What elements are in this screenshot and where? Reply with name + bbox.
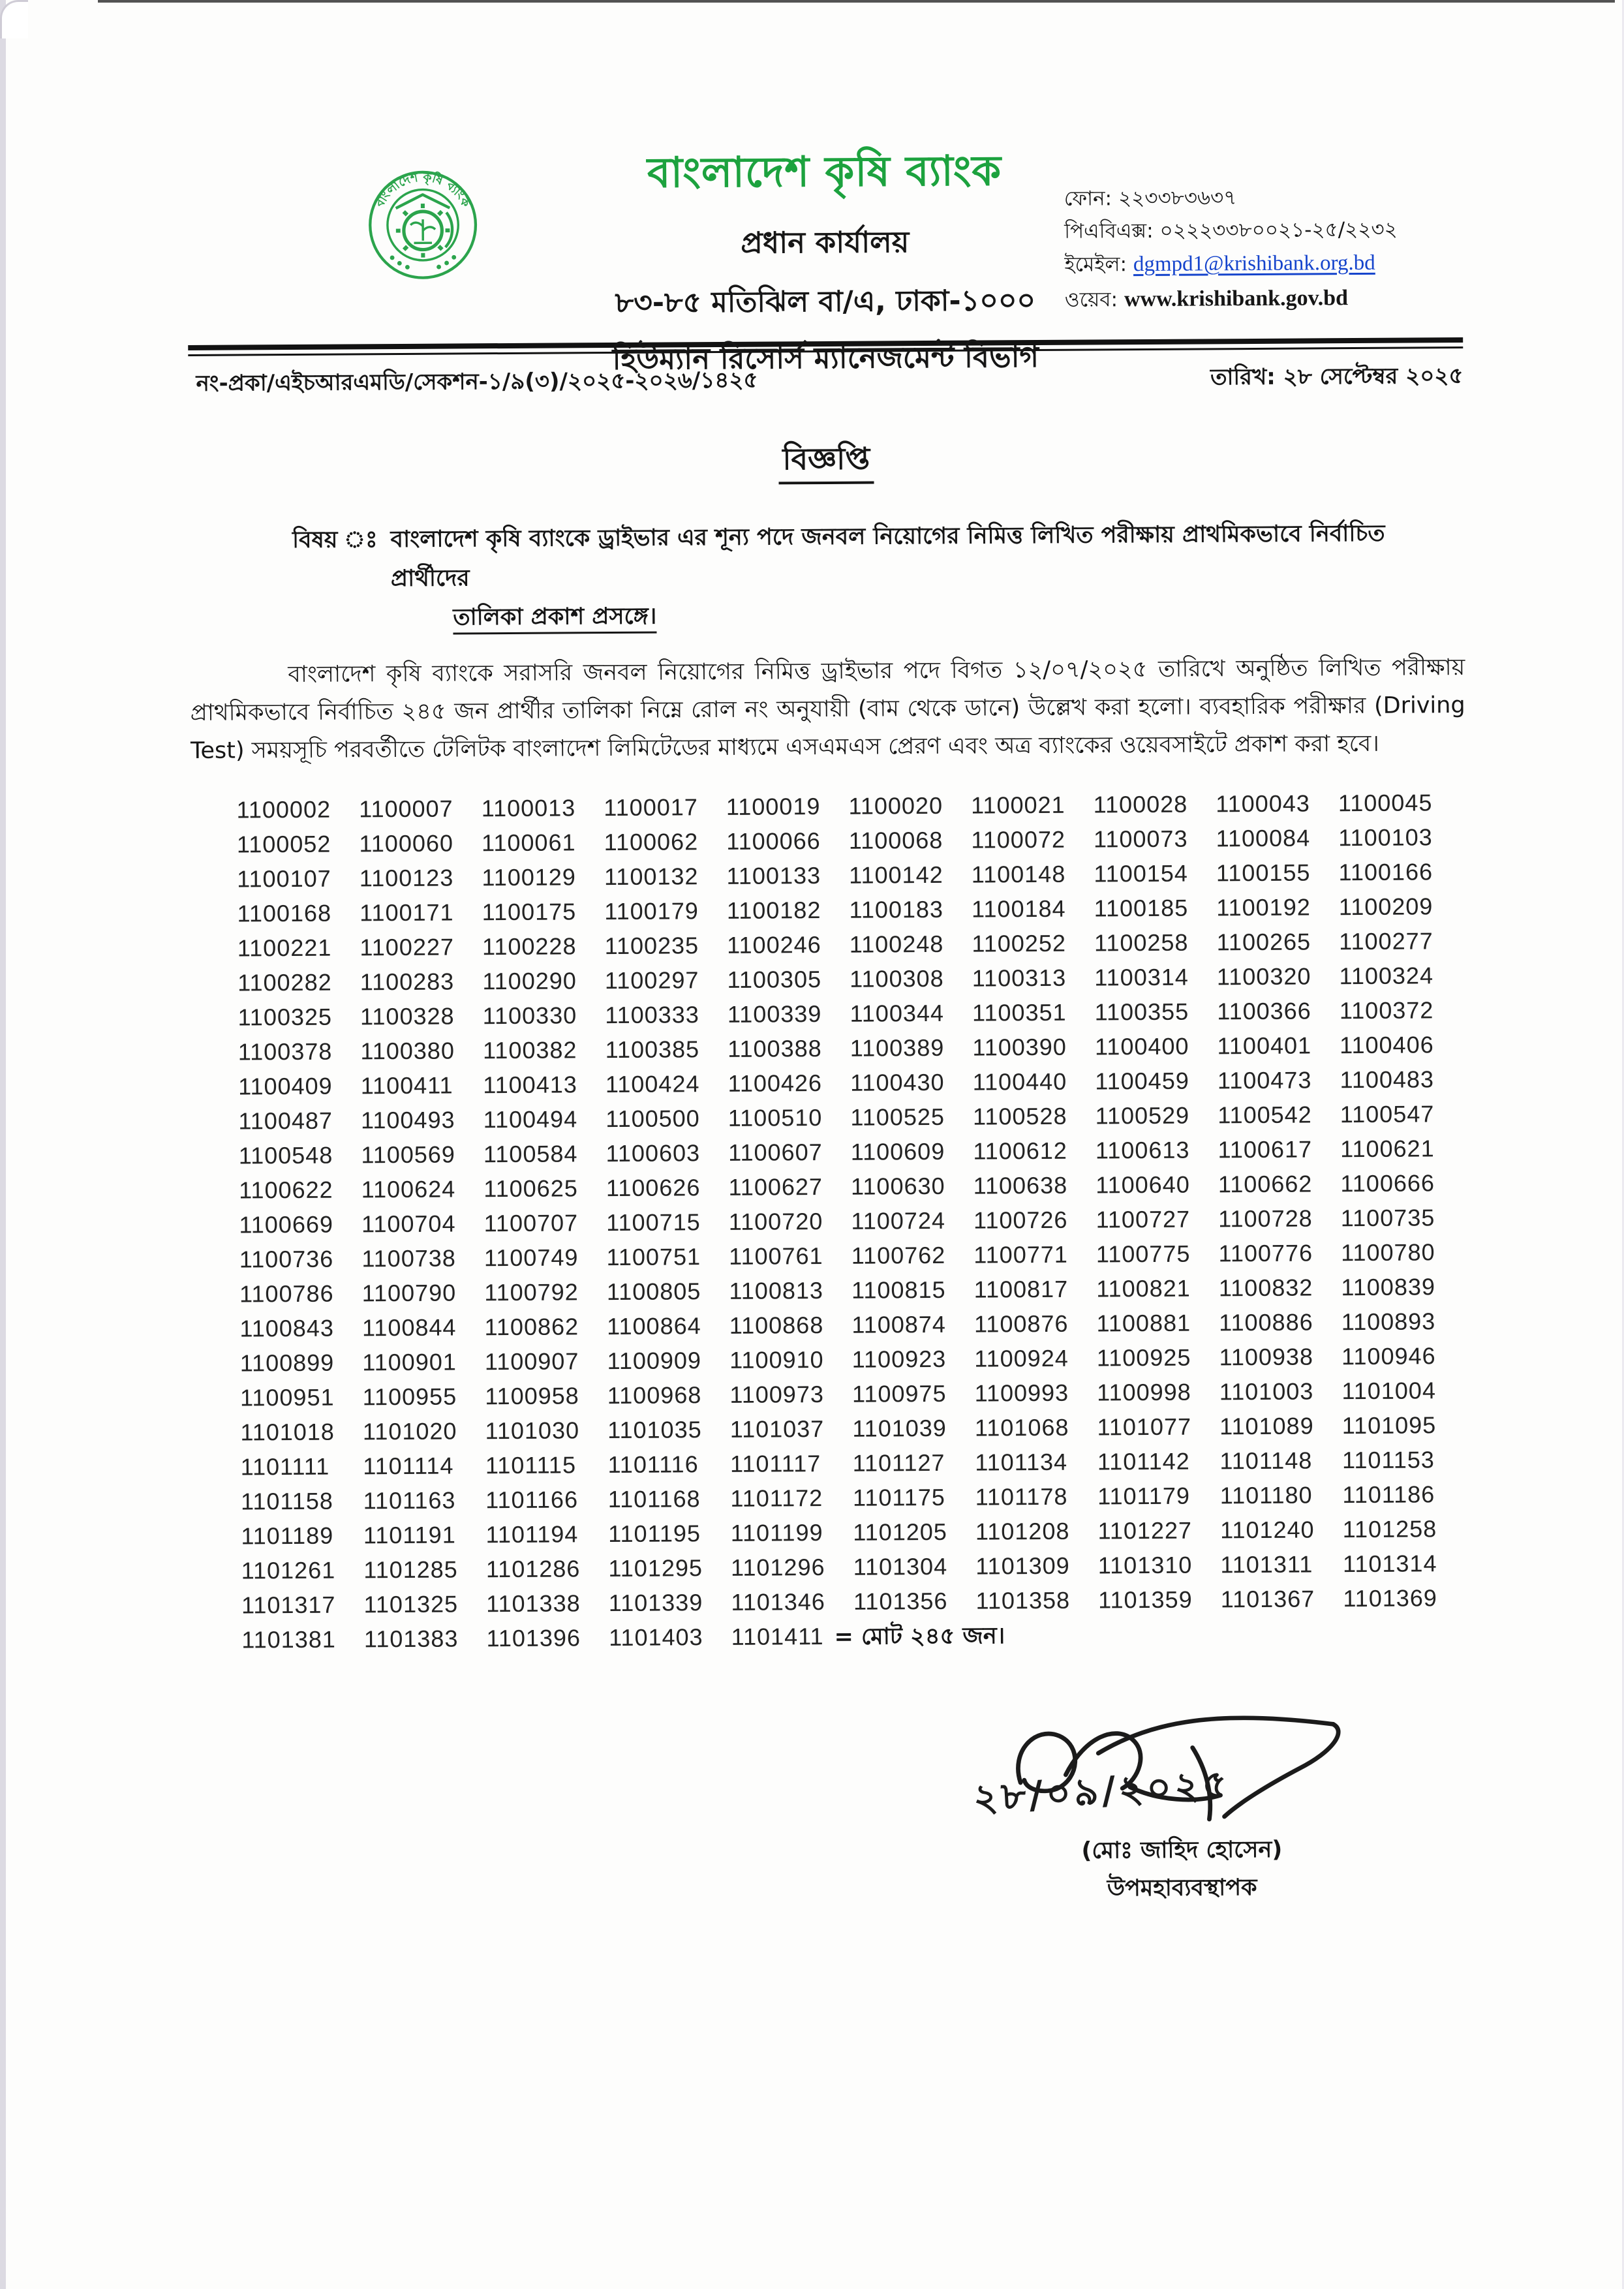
roll-number: 1100007: [359, 795, 453, 823]
roll-number: 1100282: [237, 968, 332, 996]
roll-number: 1101258: [1342, 1515, 1437, 1543]
roll-number: 1101240: [1220, 1516, 1315, 1544]
roll-number: 1100909: [607, 1347, 702, 1374]
roll-number: 1100868: [729, 1311, 824, 1339]
roll-number: 1100406: [1340, 1031, 1434, 1059]
roll-number: 1100290: [482, 967, 577, 995]
roll-number: 1100776: [1218, 1239, 1313, 1267]
roll-number: 1101199: [730, 1518, 823, 1546]
roll-number: 1100328: [360, 1002, 455, 1030]
roll-number: 1100052: [236, 830, 331, 858]
roll-number: 1100727: [1095, 1205, 1191, 1233]
roll-number: 1100320: [1216, 962, 1311, 991]
roll-number: 1100409: [238, 1072, 333, 1100]
roll-number: 1101314: [1342, 1550, 1437, 1578]
roll-number: 1100028: [1093, 790, 1188, 818]
roll-number: 1101309: [975, 1552, 1070, 1580]
roll-number: 1100330: [482, 1002, 577, 1030]
roll-number: 1100862: [484, 1313, 579, 1341]
roll-number: 1100640: [1095, 1171, 1190, 1199]
roll-number: 1100720: [728, 1207, 823, 1235]
roll-number: 1100761: [729, 1242, 823, 1270]
roll-number: 1100019: [726, 792, 821, 820]
phone-row: [1064, 181, 1462, 215]
roll-number: 1101018: [240, 1418, 335, 1446]
roll-number: 1100017: [604, 793, 698, 821]
roll-number: 1101178: [975, 1482, 1068, 1511]
roll-number: 1100388: [728, 1034, 822, 1062]
roll-number: 1100062: [604, 828, 699, 855]
roll-number: 1100832: [1218, 1274, 1313, 1302]
roll-number: 1100715: [606, 1208, 701, 1236]
roll-number: 1100043: [1216, 790, 1310, 818]
phone-value: ২২৩৩৮৩৬৩৭: [1118, 186, 1237, 211]
roll-number: 1100175: [482, 898, 577, 926]
bank-seal-icon: [367, 167, 480, 283]
roll-number: 1100607: [728, 1138, 823, 1166]
roll-number: 1101117: [729, 1449, 821, 1477]
roll-number: 1101163: [363, 1486, 456, 1514]
roll-number: 1101194: [485, 1520, 579, 1548]
roll-number: 1100771: [973, 1240, 1068, 1268]
roll-number: 1100166: [1338, 858, 1433, 886]
roll-number: 1100510: [728, 1103, 823, 1131]
roll-number: 1100626: [605, 1174, 701, 1201]
pabx-row: [1064, 213, 1462, 248]
roll-number: 1100998: [1097, 1378, 1191, 1406]
contact-block: [1064, 181, 1463, 318]
roll-number: 1101356: [853, 1587, 948, 1615]
roll-number: 1100975: [851, 1379, 947, 1407]
roll-number: 1101261: [241, 1556, 336, 1584]
roll-number: 1101068: [974, 1413, 1069, 1441]
roll-number: 1100351: [972, 998, 1067, 1026]
roll-number: 1101134: [975, 1448, 1068, 1476]
roll-number: 1100724: [851, 1206, 946, 1235]
subject-line1: বাংলাদেশ কৃষি ব্যাংকে ড্রাইভার এর শূন্য পদে জনবল নিয়োগের নিমিত্ত লিখিত পরীক্ষায় প্রাথমিকভাবে নির্বাচিত প্রার্থীদের: [390, 520, 1385, 592]
roll-number: 1100736: [239, 1245, 334, 1273]
roll-number: 1100440: [972, 1068, 1067, 1096]
signature-block: [969, 1691, 1394, 1916]
roll-number: 1101403: [608, 1623, 703, 1651]
roll-number: 1101153: [1341, 1446, 1435, 1474]
roll-number: 1100958: [485, 1382, 579, 1410]
roll-number: 1100603: [605, 1139, 701, 1167]
roll-number: 1100305: [727, 965, 822, 993]
roll-number: 1100609: [850, 1137, 945, 1165]
roll-number: 1101325: [363, 1590, 459, 1618]
roll-number: 1101304: [853, 1552, 948, 1580]
subject-line2: তালিকা প্রকাশ প্রসঙ্গে।: [453, 603, 657, 631]
roll-number: 1100344: [850, 999, 945, 1027]
roll-number: 1100899: [239, 1349, 335, 1377]
roll-number: 1100252: [972, 929, 1067, 957]
roll-number: 1100073: [1093, 825, 1188, 853]
roll-number: 1100142: [849, 861, 943, 889]
pabx-label: পিএবিএক্স:: [1064, 219, 1154, 243]
roll-number: 1101142: [1097, 1447, 1190, 1475]
roll-number: 1101158: [240, 1487, 333, 1515]
roll-number: 1100624: [361, 1175, 456, 1203]
email-label: ইমেইল:: [1064, 253, 1127, 277]
roll-number: 1100886: [1219, 1308, 1313, 1336]
roll-number: 1100297: [604, 966, 699, 994]
roll-number: 1100542: [1218, 1101, 1312, 1129]
roll-number: 1101369: [1343, 1584, 1437, 1612]
roll-number: 1100946: [1341, 1342, 1436, 1370]
roll-number: 1100413: [483, 1071, 577, 1099]
roll-number: 1100020: [848, 791, 943, 820]
roll-number: 1100308: [850, 964, 944, 992]
roll-number: 1100751: [606, 1243, 701, 1270]
roll-number: 1100622: [238, 1176, 333, 1204]
roll-number: 1101338: [486, 1590, 581, 1618]
roll-number: 1100924: [974, 1344, 1069, 1372]
roll-number: 1100790: [361, 1279, 457, 1307]
document-content: [186, 0, 1473, 1920]
roll-number: 1101077: [1097, 1413, 1192, 1441]
roll-number: 1100843: [239, 1314, 335, 1342]
pabx-value: ০২২২৩৩৮০০২১-২৫/২২৩২: [1159, 217, 1398, 243]
roll-number: 1100638: [973, 1171, 1068, 1199]
roll-number: 1100483: [1340, 1066, 1435, 1094]
roll-number: 1101148: [1219, 1447, 1313, 1475]
roll-number: 1101286: [485, 1555, 581, 1583]
roll-number: 1100955: [362, 1383, 457, 1411]
total-count-note: [731, 1621, 1466, 1650]
roll-number: 1101381: [241, 1625, 336, 1653]
roll-number: 1100893: [1341, 1308, 1436, 1336]
roll-number: 1101296: [730, 1553, 825, 1581]
roll-number: 1100325: [237, 1003, 333, 1031]
subject-text: [390, 514, 1465, 638]
bank-seal-logo: [367, 167, 480, 283]
roll-number: 1100277: [1339, 927, 1433, 955]
roll-number: 1101115: [485, 1451, 577, 1479]
roll-number: 1100817: [973, 1275, 1069, 1303]
roll-number: 1100627: [728, 1173, 823, 1201]
roll-number: 1100749: [483, 1244, 579, 1272]
roll-number: 1100762: [851, 1241, 946, 1269]
roll-number: 1100385: [605, 1036, 700, 1063]
roll-number: 1101186: [1342, 1481, 1435, 1509]
roll-number: 1100389: [850, 1034, 945, 1062]
roll-number: 1101383: [363, 1625, 459, 1653]
roll-number: 1100938: [1219, 1343, 1314, 1371]
roll-number: 1100333: [605, 1001, 699, 1028]
roll-number: 1100487: [238, 1107, 333, 1135]
roll-number: 1100430: [850, 1068, 945, 1096]
roll-number: 1101035: [607, 1416, 702, 1443]
roll-number: 1100182: [726, 896, 821, 924]
roll-number: 1100525: [850, 1103, 945, 1131]
roll-number: 1100129: [482, 863, 576, 891]
website-value: www.krishibank.gov.bd: [1124, 286, 1349, 312]
roll-number: 1100258: [1094, 929, 1189, 957]
roll-number: 1100246: [727, 930, 821, 959]
roll-number: 1101168: [607, 1485, 701, 1513]
roll-number: 1100973: [729, 1380, 825, 1408]
roll-number: 1100874: [851, 1310, 947, 1338]
roll-number: 1100528: [972, 1102, 1067, 1130]
roll-number: 1100411: [360, 1071, 453, 1099]
roll-number: 1101346: [731, 1588, 825, 1616]
roll-number: 1100066: [726, 827, 821, 855]
roll-number: 1100382: [482, 1036, 577, 1064]
roll-number: 1100901: [362, 1348, 457, 1376]
scan-left-edge: [0, 0, 6, 2289]
roll-number: 1100726: [973, 1206, 1068, 1234]
roll-number: 1100666: [1340, 1169, 1435, 1197]
roll-number: 1100185: [1094, 894, 1189, 922]
total-count-text: = মোট ২৪৫ জন।: [834, 1623, 1005, 1650]
roll-number: 1100662: [1218, 1170, 1313, 1198]
email-link[interactable]: dgmpd1@krishibank.org.bd: [1133, 251, 1375, 277]
roll-number: 1100378: [237, 1037, 333, 1066]
roll-number: 1100355: [1094, 998, 1189, 1026]
web-label: ওয়েব:: [1064, 288, 1118, 312]
roll-number: 1101311: [1220, 1550, 1313, 1578]
scan-corner: [0, 0, 28, 38]
roll-number: 1100968: [607, 1381, 702, 1409]
roll-number: 1100459: [1095, 1067, 1189, 1095]
roll-number: 1101295: [608, 1554, 703, 1582]
roll-number: 1100569: [361, 1141, 455, 1169]
roll-number: 1100821: [1096, 1274, 1191, 1302]
roll-number: 1100876: [973, 1310, 1069, 1338]
roll-number: 1101003: [1219, 1377, 1314, 1406]
roll-number: 1100227: [360, 933, 455, 961]
roll-number: 1101205: [853, 1518, 947, 1546]
last-roll-number: 1101411: [731, 1622, 824, 1650]
roll-number: 1100738: [361, 1244, 456, 1272]
roll-number: 1100072: [971, 825, 1066, 853]
subject-block: [292, 514, 1465, 639]
notice-title-wrap: [189, 433, 1463, 490]
roll-number: 1101367: [1220, 1585, 1315, 1613]
roll-number: 1100002: [236, 795, 331, 823]
roll-number: 1100951: [239, 1383, 335, 1411]
roll-number: 1100881: [1096, 1309, 1191, 1337]
roll-number: 1100133: [726, 861, 821, 889]
signature-date-handwritten: ২৮/০৯/২০২৫: [972, 1760, 1232, 1820]
roll-number: 1100013: [481, 794, 576, 822]
roll-number: 1100529: [1095, 1101, 1190, 1129]
roll-number: 1100171: [359, 899, 454, 927]
issue-date: তারিখ: ২৮ সেপ্টেম্বর ২০২৫: [1210, 363, 1463, 391]
roll-number: 1100625: [483, 1175, 578, 1203]
roll-number: 1100314: [1094, 963, 1189, 991]
roll-number: 1100617: [1218, 1135, 1313, 1163]
phone-label: ফোন:: [1064, 187, 1112, 211]
roll-number: 1101227: [1097, 1516, 1193, 1544]
roll-number: 1101358: [975, 1586, 1071, 1614]
subject-label: বিষয় ঃ: [292, 527, 378, 553]
roll-number: 1101359: [1098, 1586, 1193, 1614]
letterhead: [187, 136, 1463, 376]
roll-number: 1100103: [1338, 823, 1433, 852]
roll-number: 1100792: [484, 1278, 579, 1306]
roll-number: 1101310: [1097, 1551, 1193, 1579]
head-office-line: প্রধান কার্যালয়: [741, 224, 910, 260]
roll-number: 1100221: [237, 934, 332, 962]
notice-title: বিজ্ঞপ্তি: [778, 441, 874, 485]
web-row: [1065, 280, 1463, 318]
roll-number: 1100068: [848, 826, 943, 854]
department-line: হিউম্যান রিসোর্স ম্যানেজমেন্ট বিভাগ: [612, 339, 1039, 376]
roll-number: 1100390: [972, 1033, 1067, 1061]
roll-number: 1100993: [974, 1379, 1069, 1407]
roll-number: 1101166: [485, 1486, 579, 1514]
roll-number: 1100235: [604, 932, 699, 959]
signatory-designation: উপমহাব্যবস্থাপক: [1107, 1874, 1257, 1902]
roll-number: 1100339: [727, 1000, 822, 1028]
roll-number-table: [236, 791, 1465, 1652]
roll-number: 1100148: [971, 860, 1066, 888]
roll-number: 1100493: [360, 1106, 455, 1134]
roll-number: 1100500: [605, 1105, 700, 1132]
roll-number: 1101089: [1219, 1412, 1314, 1440]
roll-number: 1100372: [1339, 996, 1434, 1024]
roll-number: 1100192: [1216, 893, 1311, 921]
roll-number: 1101127: [852, 1449, 945, 1477]
roll-number: 1100324: [1339, 962, 1434, 990]
roll-number: 1101114: [363, 1452, 454, 1480]
roll-number: 1100775: [1095, 1240, 1191, 1268]
roll-number: 1100183: [849, 895, 944, 923]
roll-number: 1100621: [1340, 1135, 1435, 1163]
roll-number: 1101172: [730, 1484, 823, 1512]
roll-number: 1100805: [606, 1278, 701, 1305]
roll-number: 1100815: [851, 1276, 946, 1304]
roll-number: 1100707: [483, 1209, 579, 1237]
notice-body-paragraph: বাংলাদেশ কৃষি ব্যাংকে সরাসরি জনবল নিয়োগের নিমিত্ত ড্রাইভার পদে বিগত ১২/০৭/২০২৫ তারিখে অনুষ্ঠিত লিখিত পরীক্ষায় প্রাথমিকভাবে নির্বাচিত ২৪৫ জন প্রার্থীর তালিকা নিম্নে রোল নং অনুযায়ী (বাম থেকে ডানে) উল্লেখ করা হলো। ব্যবহারিক পরীক্ষার (Driving Test) সময়সূচি পরবর্তীতে টেলিটক বাংলাদেশ লিমিটেডের মাধ্যমে এসএমএস প্রেরণ এবং অত্র ব্যাংকের ওয়েবসাইটে প্রকাশ করা হবে।: [190, 654, 1465, 764]
roll-number: 1101111: [240, 1452, 330, 1481]
roll-number: 1100584: [483, 1140, 578, 1168]
roll-number: 1100401: [1217, 1032, 1312, 1060]
roll-number: 1100107: [237, 865, 331, 893]
roll-number: 1100669: [239, 1210, 334, 1238]
roll-number: 1100547: [1340, 1100, 1435, 1128]
roll-number: 1100380: [360, 1037, 455, 1065]
roll-number: 1100426: [728, 1069, 823, 1097]
address-line: ৮৩-৮৫ মতিঝিল বা/এ, ঢাকা-১০০০: [615, 284, 1036, 320]
roll-number: 1101208: [975, 1517, 1070, 1545]
roll-number: 1100209: [1338, 893, 1433, 921]
roll-number: 1100132: [604, 863, 699, 890]
roll-number: 1100283: [360, 968, 455, 996]
roll-number: 1100910: [729, 1345, 824, 1374]
roll-number: 1100473: [1217, 1066, 1312, 1094]
roll-number: 1100184: [971, 895, 1066, 923]
roll-number: 1100613: [1095, 1136, 1190, 1164]
roll-number: 1100630: [850, 1172, 945, 1200]
roll-number: 1100735: [1340, 1204, 1435, 1232]
reference-number: নং-প্রকা/এইচআরএমডি/সেকশন-১/৯(৩)/২০২৫-২০২৬/১৪২৫: [196, 367, 758, 397]
email-row: [1064, 245, 1462, 283]
bank-name: বাংলাদেশ কৃষি ব্যাংক: [647, 147, 1002, 198]
roll-number: 1100084: [1216, 824, 1311, 852]
roll-number: 1100155: [1216, 859, 1311, 887]
roll-number: 1100612: [973, 1137, 1067, 1165]
roll-number: 1100839: [1341, 1273, 1436, 1301]
roll-number: 1101039: [852, 1414, 947, 1442]
roll-number: 1101179: [1097, 1482, 1191, 1510]
roll-number: 1101180: [1219, 1481, 1313, 1509]
roll-number: 1100248: [849, 930, 944, 958]
roll-number: 1100400: [1094, 1032, 1189, 1060]
roll-number: 1100728: [1218, 1205, 1313, 1233]
roll-number: 1100923: [851, 1345, 947, 1373]
roll-number: 1100494: [483, 1105, 578, 1133]
roll-number: 1100704: [361, 1210, 456, 1238]
roll-number: 1100045: [1338, 789, 1433, 817]
roll-number: 1101037: [729, 1415, 825, 1443]
roll-number: 1101095: [1341, 1411, 1437, 1439]
roll-number: 1100179: [604, 897, 699, 925]
roll-number: 1100780: [1341, 1238, 1435, 1267]
roll-number: 1101285: [363, 1556, 458, 1584]
roll-number: 1101317: [241, 1591, 336, 1619]
roll-number: 1100168: [237, 899, 332, 927]
roll-number: 1100061: [481, 829, 576, 857]
signatory-name: (মোঃ জাহিদ হোসেন): [1081, 1836, 1283, 1864]
roll-number: 1101191: [363, 1521, 456, 1549]
roll-number: 1100123: [359, 864, 454, 892]
roll-number: 1101020: [362, 1417, 457, 1445]
roll-number: 1101116: [607, 1451, 699, 1478]
roll-number: 1101339: [608, 1589, 703, 1616]
roll-number: 1100228: [482, 932, 577, 960]
roll-number: 1100907: [484, 1347, 579, 1375]
roll-number: 1100021: [971, 791, 1065, 819]
roll-number: 1100060: [359, 829, 454, 857]
roll-number: 1100925: [1096, 1344, 1191, 1372]
roll-number: 1101030: [485, 1417, 580, 1445]
svg-text:বাংলাদেশ কৃষি ব্যাংক: বাংলাদেশ কৃষি ব্যাংক: [372, 170, 474, 210]
roll-number: 1100864: [607, 1312, 701, 1340]
roll-number: 1101004: [1341, 1377, 1437, 1405]
roll-number: 1100424: [605, 1070, 700, 1098]
roll-number: 1101396: [486, 1624, 581, 1652]
roll-number: 1100265: [1216, 928, 1311, 956]
roll-number: 1100366: [1217, 997, 1311, 1025]
roll-number: 1101195: [608, 1520, 701, 1547]
roll-number: 1101189: [241, 1522, 334, 1550]
roll-number: 1100786: [239, 1280, 334, 1308]
roll-number: 1100548: [238, 1141, 333, 1169]
roll-number: 1101175: [852, 1483, 945, 1511]
roll-number: 1100813: [729, 1276, 824, 1304]
roll-number: 1100313: [972, 964, 1067, 992]
roll-number: 1100844: [361, 1313, 457, 1342]
roll-number: 1100154: [1094, 859, 1188, 887]
